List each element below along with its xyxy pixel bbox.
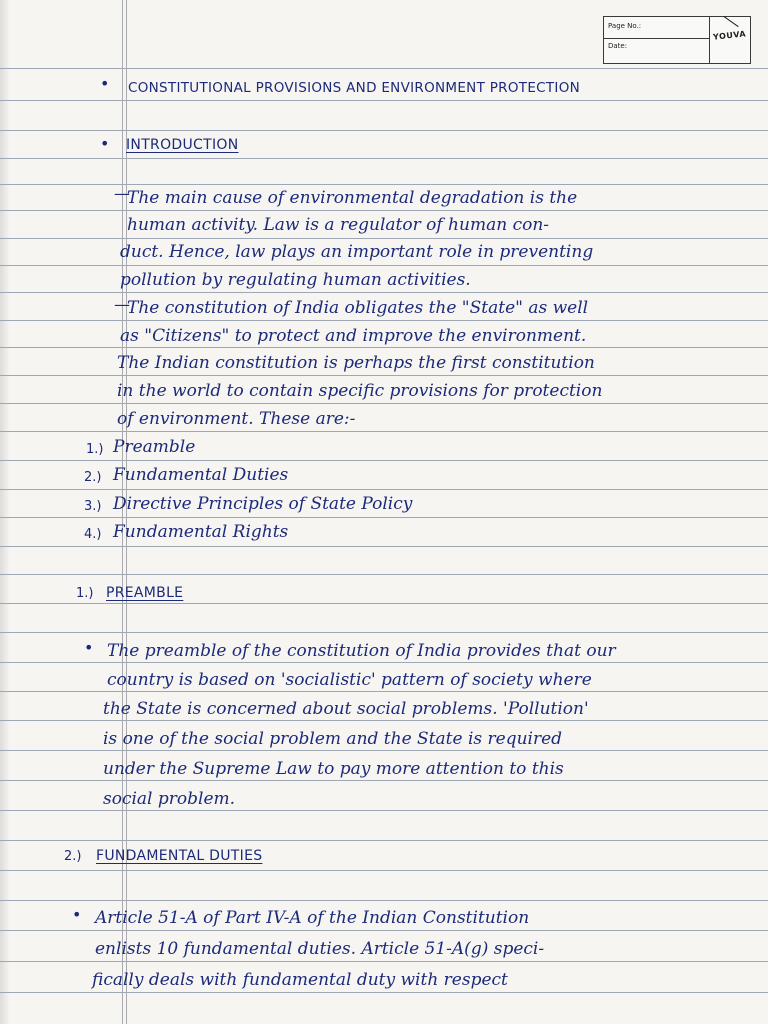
rule-line [0, 100, 768, 101]
brand-mark-icon [723, 16, 738, 27]
preamble-line: the State is concerned about social problems. 'Pollution' [103, 699, 589, 719]
brand-logo: YOUVA [712, 29, 747, 42]
bullet-icon: • [84, 638, 94, 657]
rule-line [0, 574, 768, 575]
list-marker: 2.) [84, 470, 102, 485]
duties-line: fically deals with fundamental duty with respect [92, 970, 508, 990]
list-marker: 1.) [86, 442, 104, 457]
intro-para2-line: as "Citizens" to protect and improve the environment. [120, 326, 587, 346]
rule-line [0, 546, 768, 547]
rule-line [0, 992, 768, 993]
intro-para1-line: pollution by regulating human activities. [120, 270, 471, 290]
rule-line [0, 460, 768, 461]
intro-para2-line: The constitution of India obligates the "State" as well [127, 298, 589, 318]
rule-line [0, 431, 768, 432]
bullet-icon: • [100, 134, 110, 153]
intro-para2-line: in the world to contain specific provisions for protection [117, 381, 603, 401]
provision-item: Preamble [113, 437, 196, 457]
bullet-icon: • [100, 74, 110, 93]
rule-line [0, 840, 768, 841]
preamble-line: The preamble of the constitution of India provides that our [107, 641, 616, 661]
preamble-line: country is based on 'socialistic' pattern of society where [107, 670, 592, 690]
bullet-icon: • [72, 905, 82, 924]
date-label: Date: [608, 42, 628, 50]
rule-line [0, 961, 768, 962]
section-marker: 1.) [76, 586, 94, 601]
rule-line [0, 238, 768, 239]
section-marker: 2.) [64, 849, 82, 864]
provision-item: Fundamental Rights [113, 522, 289, 542]
rule-line [0, 158, 768, 159]
page-title: CONSTITUTIONAL PROVISIONS AND ENVIRONMENT PROTECTION [128, 80, 581, 96]
rule-line [0, 130, 768, 131]
page-no-label: Page No.: [608, 22, 642, 30]
duties-line: Article 51-A of Part IV-A of the Indian Constitution [95, 908, 530, 928]
rule-line [0, 750, 768, 751]
rule-line [0, 292, 768, 293]
rule-line [0, 489, 768, 490]
duties-line: enlists 10 fundamental duties. Article 51-A(g) speci- [95, 939, 545, 959]
rule-line [0, 68, 768, 69]
provision-item: Fundamental Duties [113, 465, 289, 485]
rule-line [0, 375, 768, 376]
intro-para2-line: of environment. These are:- [117, 409, 356, 429]
intro-para1-line: The main cause of environmental degradation is the [127, 188, 578, 208]
list-marker: 4.) [84, 527, 102, 542]
provision-item: Directive Principles of State Policy [113, 494, 413, 514]
preamble-heading: PREAMBLE [106, 585, 184, 601]
rule-line [0, 265, 768, 266]
duties-heading: FUNDAMENTAL DUTIES [96, 848, 263, 864]
rule-line [0, 603, 768, 604]
dash-icon: — [114, 184, 130, 203]
intro-para1-line: human activity. Law is a regulator of human con- [127, 215, 550, 235]
rule-line [0, 320, 768, 321]
rule-line [0, 210, 768, 211]
intro-para1-line: duct. Hence, law plays an important role in preventing [120, 242, 594, 262]
rule-line [0, 870, 768, 871]
page-header-box [603, 16, 751, 64]
preamble-line: under the Supreme Law to pay more attention to this [103, 759, 564, 779]
preamble-line: social problem. [103, 789, 236, 809]
rule-line [0, 691, 768, 692]
rule-line [0, 810, 768, 811]
rule-line [0, 780, 768, 781]
dash-icon: — [114, 295, 130, 314]
preamble-line: is one of the social problem and the State is required [103, 729, 563, 749]
list-marker: 3.) [84, 499, 102, 514]
rule-line [0, 403, 768, 404]
intro-heading: INTRODUCTION [126, 137, 239, 153]
rule-line [0, 517, 768, 518]
rule-line [0, 930, 768, 931]
rule-line [0, 662, 768, 663]
rule-line [0, 900, 768, 901]
rule-line [0, 347, 768, 348]
rule-line [0, 632, 768, 633]
intro-para2-line: The Indian constitution is perhaps the first constitution [117, 353, 595, 373]
rule-line [0, 720, 768, 721]
